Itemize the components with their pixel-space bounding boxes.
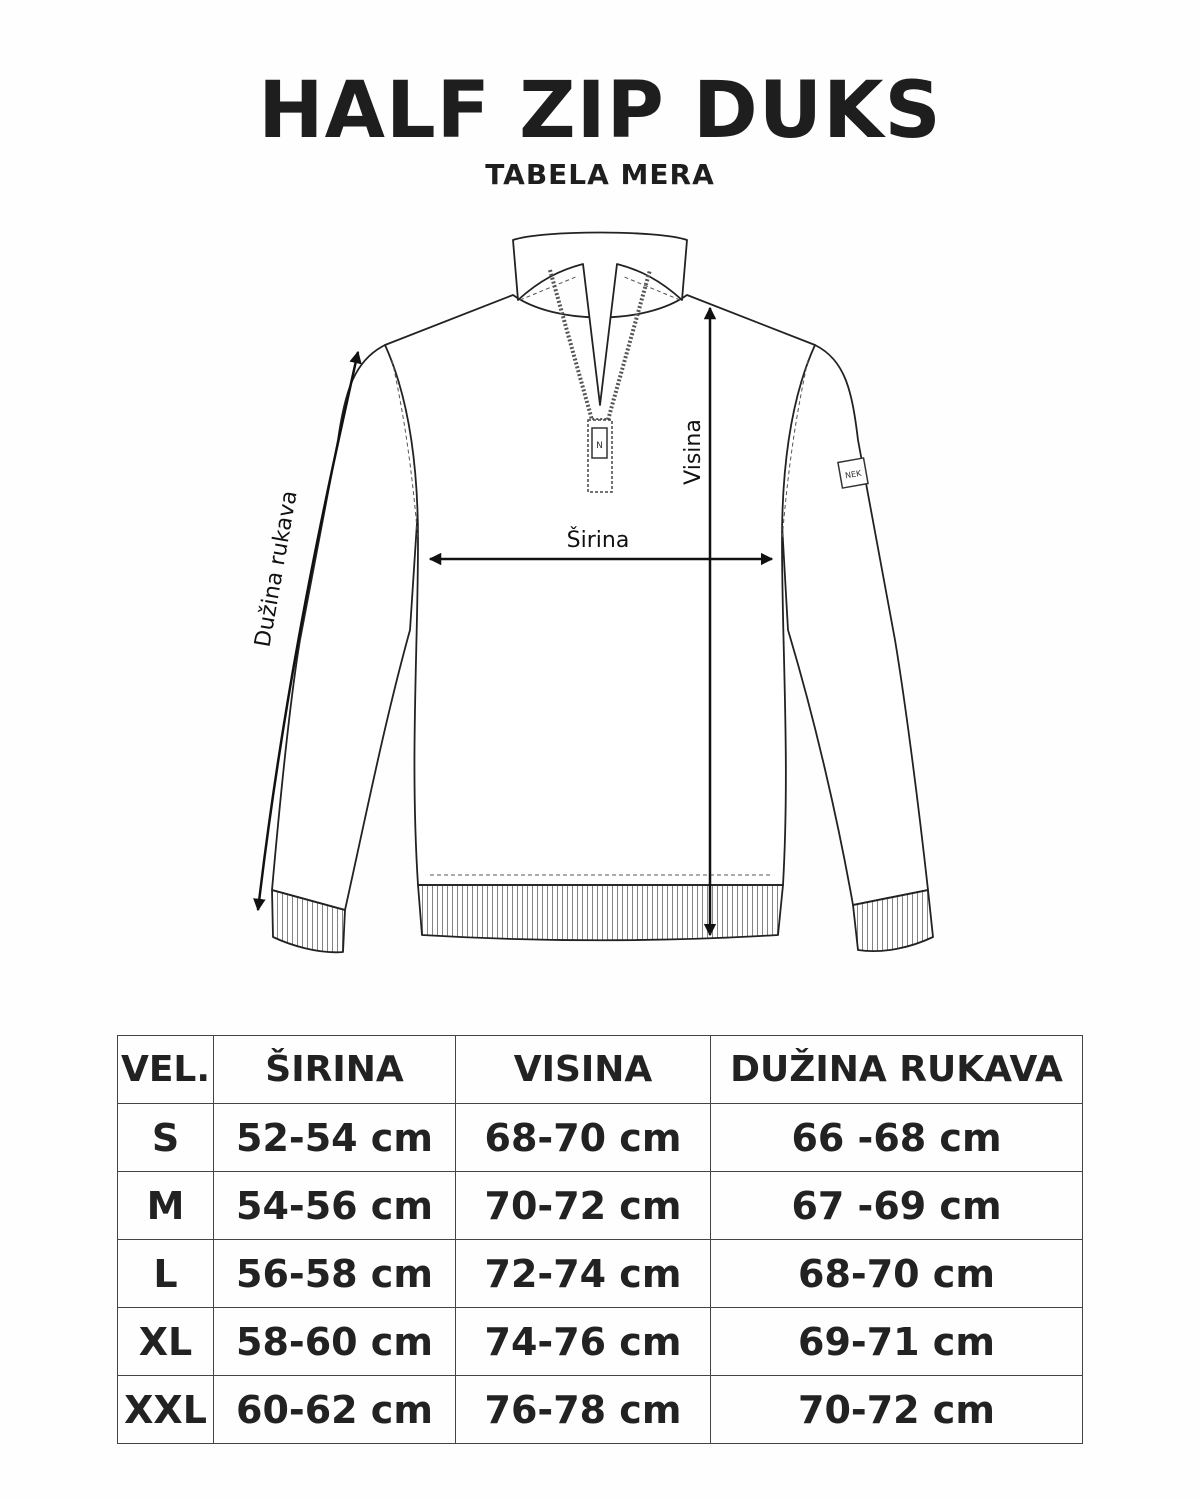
height-cell: 68-70 cm bbox=[456, 1104, 711, 1172]
page-title: HALF ZIP DUKS bbox=[258, 66, 942, 156]
header-sleeve-length: DUŽINA RUKAVA bbox=[711, 1036, 1083, 1104]
width-cell: 60-62 cm bbox=[214, 1376, 456, 1444]
size-cell: XXL bbox=[118, 1376, 214, 1444]
sleeve-badge bbox=[838, 458, 868, 488]
page-subtitle: TABELA MERA bbox=[485, 158, 715, 191]
width-cell: 58-60 cm bbox=[214, 1308, 456, 1376]
table-row bbox=[118, 1104, 1083, 1172]
size-cell: XL bbox=[118, 1308, 214, 1376]
right-sleeve bbox=[775, 345, 928, 905]
size-cell: M bbox=[118, 1172, 214, 1240]
width-cell: 52-54 cm bbox=[214, 1104, 456, 1172]
height-cell: 70-72 cm bbox=[456, 1172, 711, 1240]
garment-outline bbox=[272, 233, 933, 953]
header-height: VISINA bbox=[456, 1036, 711, 1104]
sleeve-length-cell: 70-72 cm bbox=[711, 1376, 1083, 1444]
size-cell: S bbox=[118, 1104, 214, 1172]
width-label: Širina bbox=[566, 528, 630, 553]
sleeve-label: Dužina rukava bbox=[250, 488, 303, 649]
table-header-row bbox=[118, 1036, 1083, 1104]
zipper-pull-text: N bbox=[596, 441, 603, 451]
size-table bbox=[117, 1035, 1083, 1444]
header-size: VEL. bbox=[118, 1036, 214, 1104]
header-width: ŠIRINA bbox=[214, 1036, 456, 1104]
waistband bbox=[418, 885, 783, 940]
width-cell: 54-56 cm bbox=[214, 1172, 456, 1240]
sleeve-length-cell: 67 -69 cm bbox=[711, 1172, 1083, 1240]
height-cell: 72-74 cm bbox=[456, 1240, 711, 1308]
height-cell: 74-76 cm bbox=[456, 1308, 711, 1376]
table-row bbox=[118, 1308, 1083, 1376]
height-label: Visina bbox=[681, 419, 706, 485]
size-cell: L bbox=[118, 1240, 214, 1308]
sleeve-length-cell: 68-70 cm bbox=[711, 1240, 1083, 1308]
width-cell: 56-58 cm bbox=[214, 1240, 456, 1308]
height-cell: 76-78 cm bbox=[456, 1376, 711, 1444]
sleeve-badge-text: NEK bbox=[844, 468, 863, 481]
table-row bbox=[118, 1172, 1083, 1240]
sleeve-length-cell: 66 -68 cm bbox=[711, 1104, 1083, 1172]
table-row bbox=[118, 1240, 1083, 1308]
left-sleeve bbox=[272, 345, 425, 910]
table-row bbox=[118, 1376, 1083, 1444]
sleeve-length-cell: 69-71 cm bbox=[711, 1308, 1083, 1376]
